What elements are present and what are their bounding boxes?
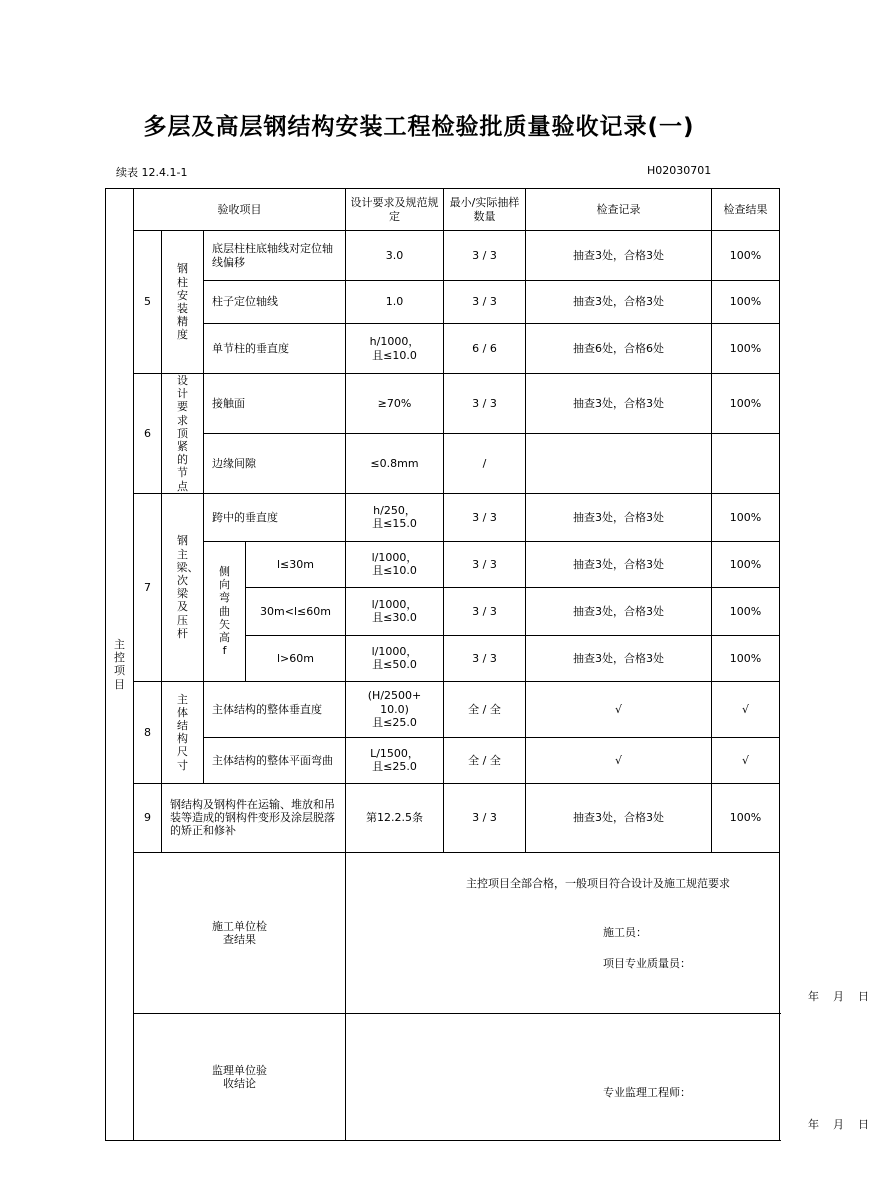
design-value: l/1000， 且≤30.0 (346, 587, 444, 635)
inspection-table (105, 188, 869, 1141)
item-name: 钢结构及钢构件在运输、堆放和吊装等造成的钢构件变形及涂层脱落的矫正和修补 (162, 783, 346, 852)
header-record: 检查记录 (526, 189, 712, 231)
item-category: 主体结构尺寸 (162, 681, 204, 783)
item-name: l>60m (246, 635, 346, 681)
check-result (712, 433, 780, 493)
table-row (106, 493, 780, 541)
item-category: 钢柱安装精度 (162, 231, 204, 374)
form-number: 续表 12.4.1-1 (116, 166, 188, 179)
construction-date: 年 月 日 (808, 989, 869, 1003)
sample-count: 全 / 全 (444, 681, 526, 737)
construction-result (346, 852, 869, 1013)
supervision-section (106, 1013, 780, 1140)
item-number: 7 (134, 493, 162, 681)
check-result: 100% (712, 541, 780, 587)
supervision-result (346, 1013, 869, 1140)
check-result: 100% (712, 635, 780, 681)
construction-section (106, 852, 780, 1013)
table-row (106, 737, 780, 783)
sample-count: 3 / 3 (444, 281, 526, 324)
table-row (106, 281, 780, 324)
construction-worker-label: 施工员： (603, 925, 647, 939)
check-result: 100% (712, 374, 780, 434)
design-value: L/1500， 且≤25.0 (346, 737, 444, 783)
supervision-engineer-label: 专业监理工程师： (603, 1085, 691, 1099)
sample-count: 6 / 6 (444, 324, 526, 374)
check-result: 100% (712, 587, 780, 635)
item-name: 主体结构的整体平面弯曲 (204, 737, 346, 783)
item-name: 底层柱柱底轴线对定位轴线偏移 (204, 231, 346, 281)
supervision-date: 年 月 日 (808, 1117, 869, 1131)
check-result: √ (712, 737, 780, 783)
sample-count: 全 / 全 (444, 737, 526, 783)
check-result: 100% (712, 493, 780, 541)
sample-count: 3 / 3 (444, 374, 526, 434)
check-record: 抽查3处，合格3处 (526, 783, 712, 852)
check-record: 抽查3处，合格3处 (526, 374, 712, 434)
item-name: 跨中的垂直度 (204, 493, 346, 541)
construction-label: 施工单位检查结果 (134, 852, 346, 1013)
check-record: 抽查3处，合格3处 (526, 231, 712, 281)
group-label-cell (106, 189, 134, 1141)
item-name: 边缘间隙 (204, 433, 346, 493)
page-title: 多层及高层钢结构安装工程检验批质量验收记录(一) (143, 114, 695, 140)
item-name: 主体结构的整体垂直度 (204, 681, 346, 737)
table-row (106, 783, 780, 852)
check-record: 抽查3处，合格3处 (526, 281, 712, 324)
design-value: ≥70% (346, 374, 444, 434)
sample-count: 3 / 3 (444, 587, 526, 635)
form-code: H02030701 (647, 164, 712, 177)
design-value: ≤0.8mm (346, 433, 444, 493)
header-design: 设计要求及规范规定 (346, 189, 444, 231)
check-result: 100% (712, 281, 780, 324)
supervision-label: 监理单位验收结论 (134, 1013, 346, 1140)
check-result: 100% (712, 324, 780, 374)
item-category: 钢主梁、次梁及压杆 (162, 493, 204, 681)
item-name: 接触面 (204, 374, 346, 434)
sample-count: 3 / 3 (444, 783, 526, 852)
sub-category: 侧向弯曲矢高f (204, 541, 246, 681)
design-value: l/1000， 且≤50.0 (346, 635, 444, 681)
sample-count: 3 / 3 (444, 541, 526, 587)
check-record: 抽查3处，合格3处 (526, 587, 712, 635)
design-value: l/1000， 且≤10.0 (346, 541, 444, 587)
design-value: 1.0 (346, 281, 444, 324)
design-value: h/250， 且≤15.0 (346, 493, 444, 541)
check-result: 100% (712, 783, 780, 852)
sample-count: 3 / 3 (444, 493, 526, 541)
header-result: 检查结果 (712, 189, 780, 231)
check-result: √ (712, 681, 780, 737)
group-label: 主控项目 (114, 637, 125, 691)
item-category: 设计要求顶紧的节点 (162, 374, 204, 494)
item-number: 5 (134, 231, 162, 374)
table-row (106, 374, 780, 434)
sample-count: 3 / 3 (444, 635, 526, 681)
item-number: 9 (134, 783, 162, 852)
check-result: 100% (712, 231, 780, 281)
item-number: 8 (134, 681, 162, 783)
table-row (106, 231, 780, 281)
header-sample: 最小/实际抽样数量 (444, 189, 526, 231)
table-row (106, 324, 780, 374)
item-name: 30m<l≤60m (246, 587, 346, 635)
header-row (106, 189, 780, 231)
check-record: 抽查3处，合格3处 (526, 493, 712, 541)
check-record: √ (526, 681, 712, 737)
sample-count: / (444, 433, 526, 493)
check-record (526, 433, 712, 493)
sample-count: 3 / 3 (444, 231, 526, 281)
table-row (106, 541, 780, 587)
item-name: 单节柱的垂直度 (204, 324, 346, 374)
check-record: √ (526, 737, 712, 783)
table-row (106, 681, 780, 737)
construction-inspector-label: 项目专业质量员： (603, 956, 691, 970)
construction-conclusion: 主控项目全部合格，一般项目符合设计及施工规范要求 (466, 876, 730, 890)
design-value: h/1000， 且≤10.0 (346, 324, 444, 374)
design-value: 第12.2.5条 (346, 783, 444, 852)
header-item: 验收项目 (134, 189, 346, 231)
item-name: 柱子定位轴线 (204, 281, 346, 324)
check-record: 抽查6处，合格6处 (526, 324, 712, 374)
design-value: 3.0 (346, 231, 444, 281)
table-row (106, 433, 780, 493)
item-name: l≤30m (246, 541, 346, 587)
item-number: 6 (134, 374, 162, 494)
check-record: 抽查3处，合格3处 (526, 635, 712, 681)
design-value: (H/2500+ 10.0) 且≤25.0 (346, 681, 444, 737)
check-record: 抽查3处，合格3处 (526, 541, 712, 587)
